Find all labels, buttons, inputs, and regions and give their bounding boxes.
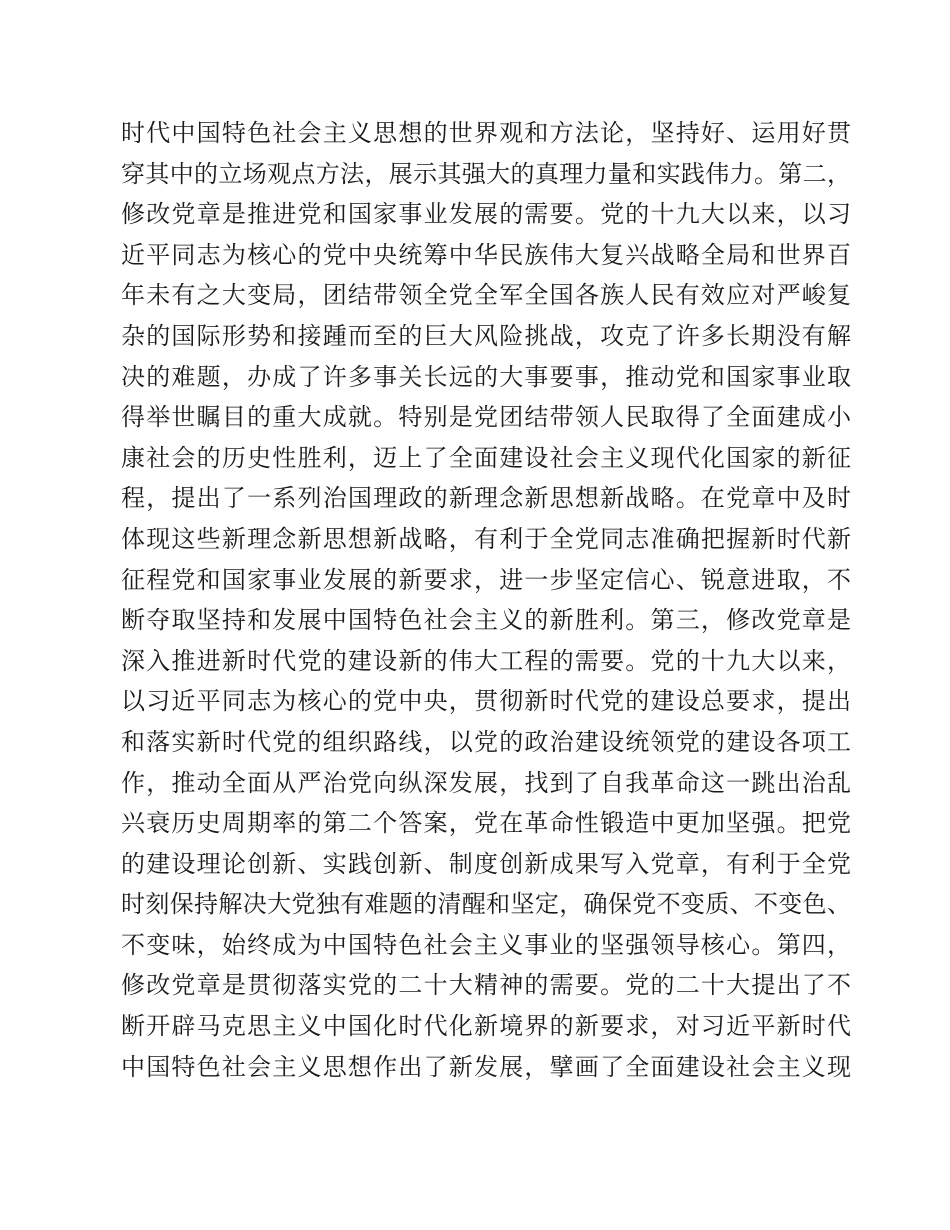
text-line: 康社会的历史性胜利，迈上了全面建设社会主义现代化国家的新征: [121, 443, 851, 472]
text-line: 中国特色社会主义思想作出了新发展，擘画了全面建设社会主义现: [121, 1052, 851, 1081]
text-line: 修改党章是贯彻落实党的二十大精神的需要。党的二十大提出了不: [121, 971, 851, 1000]
text-line: 修改党章是推进党和国家事业发展的需要。党的十九大以来，以习: [121, 200, 851, 229]
text-line: 断开辟马克思主义中国化时代化新境界的新要求，对习近平新时代: [121, 1012, 851, 1041]
text-line: 不变味，始终成为中国特色社会主义事业的坚强领导核心。第四，: [121, 930, 851, 959]
text-line: 时代中国特色社会主义思想的世界观和方法论，坚持好、运用好贯: [121, 119, 851, 147]
text-line: 断夺取坚持和发展中国特色社会主义的新胜利。第三，修改党章是: [121, 606, 851, 635]
body-text: [121, 113, 851, 1087]
text-line: 得举世瞩目的重大成就。特别是党团结带领人民取得了全面建成小: [121, 403, 851, 432]
text-line: 杂的国际形势和接踵而至的巨大风险挑战，攻克了许多长期没有解: [121, 321, 851, 350]
text-line: 近平同志为核心的党中央统筹中华民族伟大复兴战略全局和世界百: [121, 240, 851, 269]
text-line: 的建设理论创新、实践创新、制度创新成果写入党章，有利于全党: [121, 849, 851, 878]
text-line: 以习近平同志为核心的党中央，贯彻新时代党的建设总要求，提出: [121, 687, 851, 716]
text-line: 体现这些新理念新思想新战略，有利于全党同志准确把握新时代新: [121, 524, 851, 553]
text-line: 决的难题，办成了许多事关长远的大事要事，推动党和国家事业取: [121, 362, 851, 391]
text-line: 年未有之大变局，团结带领全党全军全国各族人民有效应对严峻复: [121, 281, 851, 310]
text-line: 程，提出了一系列治国理政的新理念新思想新战略。在党章中及时: [121, 484, 851, 513]
text-line: 征程党和国家事业发展的新要求，进一步坚定信心、锐意进取，不: [121, 565, 851, 594]
text-line: 作，推动全面从严治党向纵深发展，找到了自我革命这一跳出治乱: [121, 768, 851, 797]
text-line: 时刻保持解决大党独有难题的清醒和坚定，确保党不变质、不变色、: [121, 890, 851, 919]
text-line: 深入推进新时代党的建设新的伟大工程的需要。党的十九大以来，: [121, 646, 851, 675]
text-line: 兴衰历史周期率的第二个答案，党在革命性锻造中更加坚强。把党: [121, 809, 851, 838]
text-line: 穿其中的立场观点方法，展示其强大的真理力量和实践伟力。第二，: [121, 159, 851, 188]
text-line: 和落实新时代党的组织路线，以党的政治建设统领党的建设各项工: [121, 727, 851, 756]
